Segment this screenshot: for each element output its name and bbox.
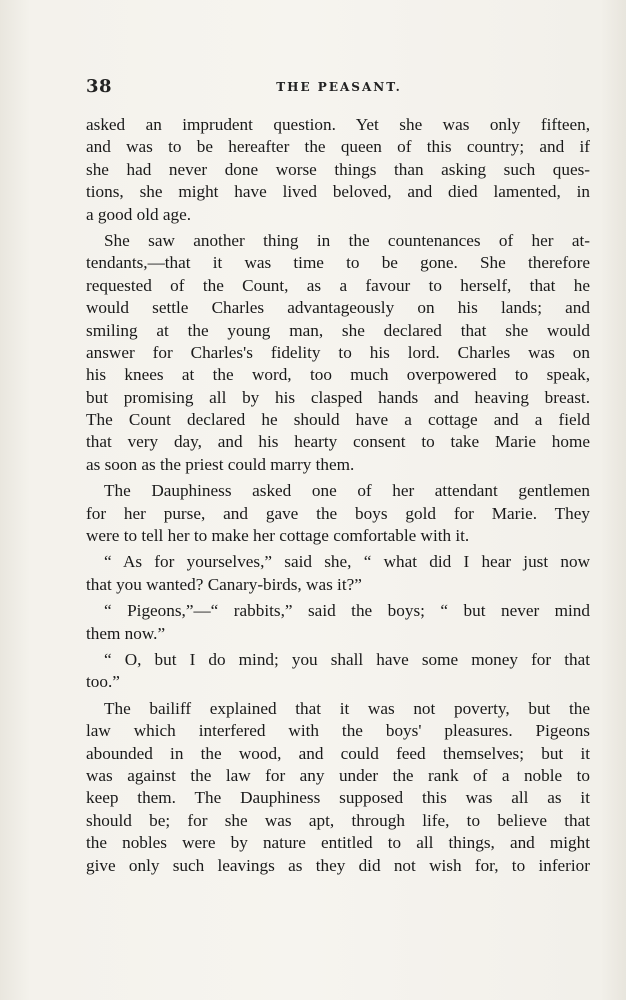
running-title: THE PEASANT. [276, 80, 402, 94]
text-line: for her purse, and gave the boys gold for Marie. They [86, 503, 590, 523]
text-line: them now.” [86, 623, 166, 643]
text-line: she had never done worse things than asking such ques- [86, 159, 590, 179]
text-line: as soon as the priest could marry them. [86, 454, 355, 474]
text-line: asked an imprudent question. Yet she was only fifteen, [86, 115, 590, 134]
text-line: a good old age. [86, 204, 192, 224]
text-line: give only such leavings as they did not wish for, to inferior [86, 855, 590, 875]
text-line: “ O, but I do mind; you shall have some money for that [104, 649, 590, 669]
text-line: keep them. The Dauphiness supposed this was all as it [86, 788, 590, 808]
paragraph [86, 114, 590, 226]
text-line: the nobles were by nature entitled to all things, and might [86, 833, 590, 853]
text-line: were to tell her to make her cottage comfortable with it. [86, 526, 470, 546]
page-number: 38 [86, 76, 113, 97]
text-line: smiling at the young man, she declared that she would [86, 320, 590, 340]
text-line: requested of the Count, as a favour to herself, that he [86, 275, 590, 295]
body-text [86, 114, 590, 877]
text-line: should be; for she was apt, through life, to believe that [86, 810, 590, 830]
text-line: answer for Charles's fidelity to his lord. Charles was on [86, 342, 590, 362]
text-line: The bailiff explained that it was not poverty, but the [104, 698, 590, 718]
text-line: too.” [86, 672, 120, 692]
text-line: was against the law for any under the rank of a noble to [86, 765, 590, 785]
text-line: law which interfered with the boys' pleasures. Pigeons [86, 721, 590, 741]
text-line: tendants,—that it was time to be gone. She therefore [86, 253, 590, 273]
text-line: and was to be hereafter the queen of this country; and if [86, 137, 590, 157]
text-line: that very day, and his hearty consent to take Marie home [86, 432, 590, 452]
text-line: She saw another thing in the countenances of her at- [104, 230, 590, 250]
paragraph [86, 698, 590, 877]
text-line: that you wanted? Canary-birds, was it?” [86, 574, 362, 594]
text-line: The Dauphiness asked one of her attendant gentlemen [104, 481, 590, 501]
paragraph [86, 649, 590, 694]
page-header [86, 76, 592, 100]
text-line: “ As for yourselves,” said she, “ what did I hear just now [104, 552, 590, 572]
paragraph [86, 551, 590, 596]
paragraph [86, 230, 590, 476]
text-line: tions, she might have lived beloved, and died lamented, in [86, 182, 590, 202]
text-line: but promising all by his clasped hands and heaving breast. [86, 387, 590, 407]
paragraph [86, 600, 590, 645]
text-line: The Count declared he should have a cottage and a field [86, 410, 590, 430]
text-line: abounded in the wood, and could feed themselves; but it [86, 743, 590, 763]
text-line: his knees at the word, too much overpowered to speak, [86, 365, 590, 385]
text-line: would settle Charles advantageously on his lands; and [86, 298, 590, 318]
text-line: “ Pigeons,”—“ rabbits,” said the boys; “ but never mind [104, 601, 590, 621]
paragraph [86, 480, 590, 547]
